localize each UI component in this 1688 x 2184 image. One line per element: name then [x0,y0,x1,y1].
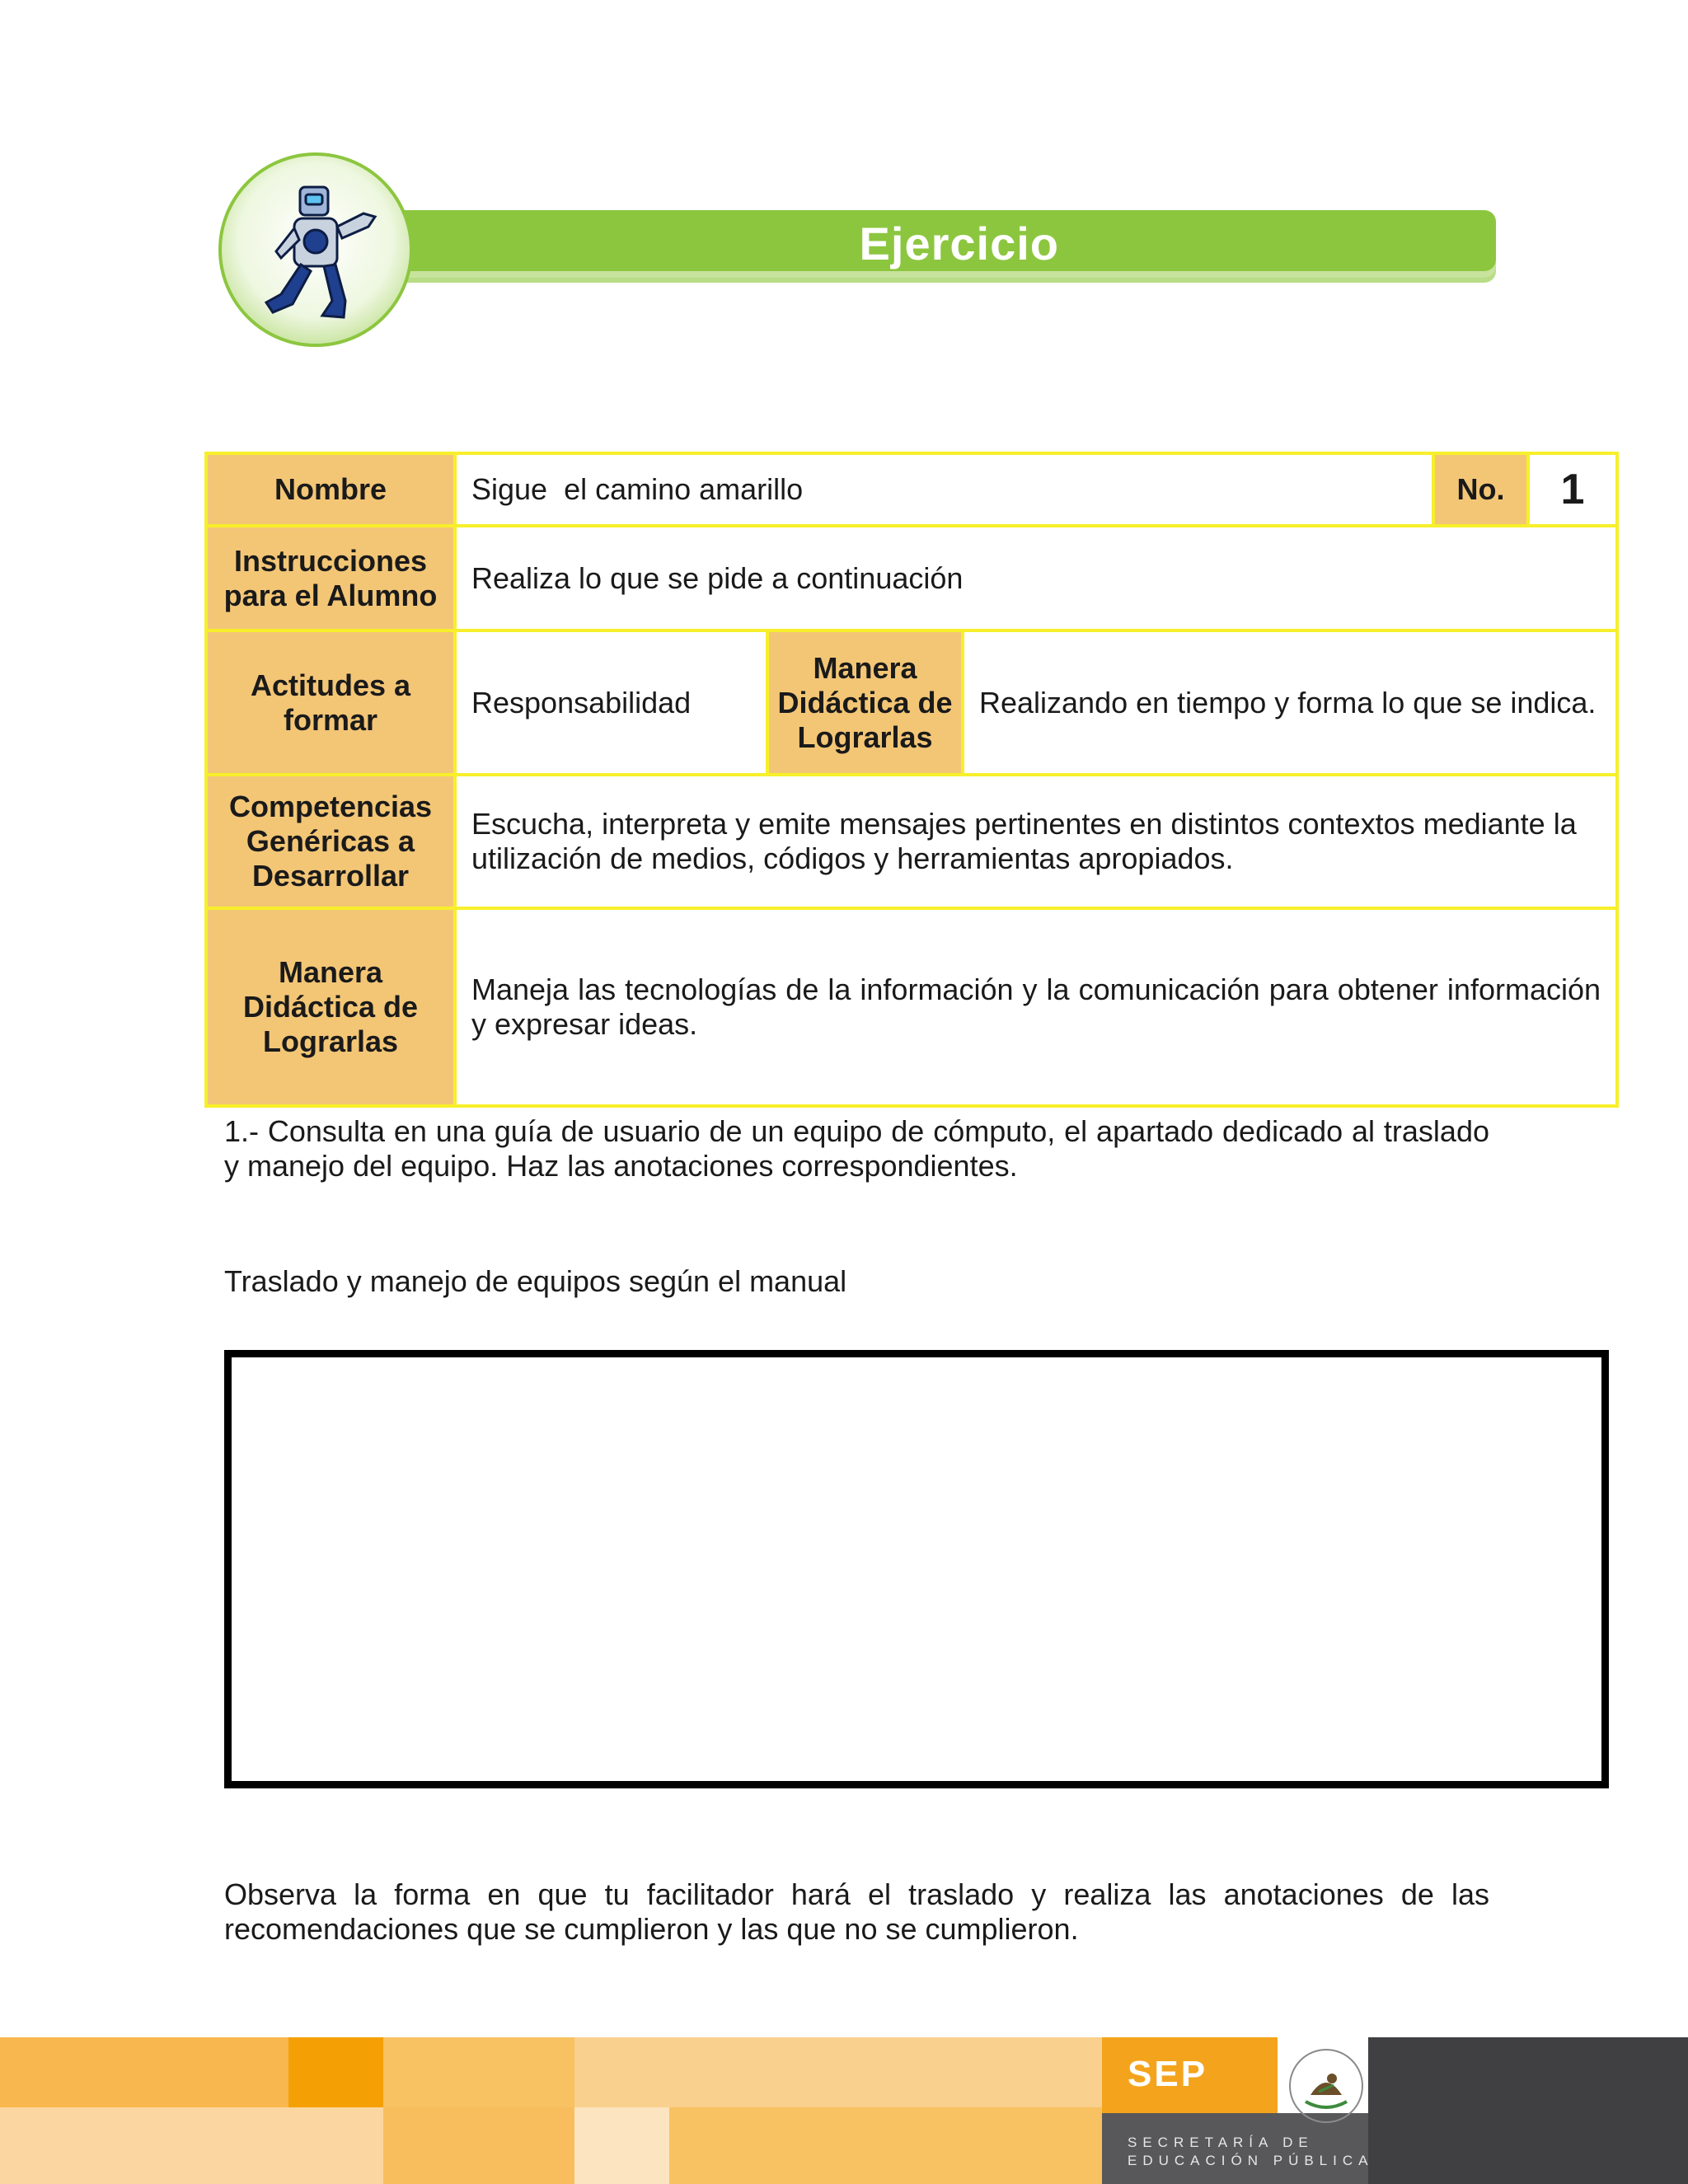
exercise-header [218,152,1512,342]
footer-block [1368,2037,1688,2184]
competencias-label: Competencias Genéricas a Desarrollar [206,775,455,908]
national-seal-icon [1286,2046,1367,2126]
question-text: 1.- Consulta en una guía de usuario de un equipo de cómputo, el apartado dedicado al traslado y manejo del equipo. Haz las anotaciones correspondientes. [224,1114,1489,1183]
nombre-label: Nombre [206,453,455,526]
observation-text: Observa la forma en que tu facilitador hará el traslado y realiza las anotaciones de las recomendaciones que se cumplieron y las que no se cumplieron. [224,1877,1489,1946]
robot-mascot-icon [218,152,413,347]
nombre-value: Sigue el camino amarillo [455,453,1433,526]
answer-box-title: Traslado y manejo de equipos según el manual [224,1264,847,1298]
title-banner [383,210,1496,278]
footer-block [0,2037,288,2107]
footer-block [0,2107,383,2184]
number-label: No. [1433,453,1528,526]
manera-didactica-value: Realizando en tiempo y forma lo que se indica. [963,630,1617,775]
actitudes-value: Responsabilidad [455,630,767,775]
footer-block [574,2037,1102,2107]
instrucciones-label: Instrucciones para el Alumno [206,526,455,630]
footer-block [288,2037,383,2107]
answer-box[interactable] [224,1350,1609,1788]
footer-block [383,2037,574,2107]
exercise-number: 1 [1528,453,1617,526]
footer-block [574,2107,669,2184]
competencias-value: Escucha, interpreta y emite mensajes pertinentes en distintos contextos mediante la utilización de medios, códigos y herramientas apropiados. [455,775,1617,908]
sep-subtitle-2: EDUCACIÓN PÚBLICA [1128,2153,1374,2168]
actitudes-label: Actitudes a formar [206,630,455,775]
manera-didactica-label-2: Manera Didáctica de Lograrlas [206,908,455,1106]
sep-subtitle-1: SECRETARÍA DE [1128,2135,1314,2150]
page-title: Ejercicio [859,218,1059,269]
manera-didactica-value-2: Maneja las tecnologías de la información y la comunicación para obtener información y expresar ideas. [455,908,1617,1106]
footer-block [669,2107,1102,2184]
footer-bar [0,2037,1688,2184]
instrucciones-value: Realiza lo que se pide a continuación [455,526,1617,630]
footer-block [383,2107,574,2184]
manera-didactica-label: Manera Didáctica de Lograrlas [767,630,963,775]
exercise-info-table [204,452,1619,1108]
sep-logo: SEP [1128,2054,1208,2094]
